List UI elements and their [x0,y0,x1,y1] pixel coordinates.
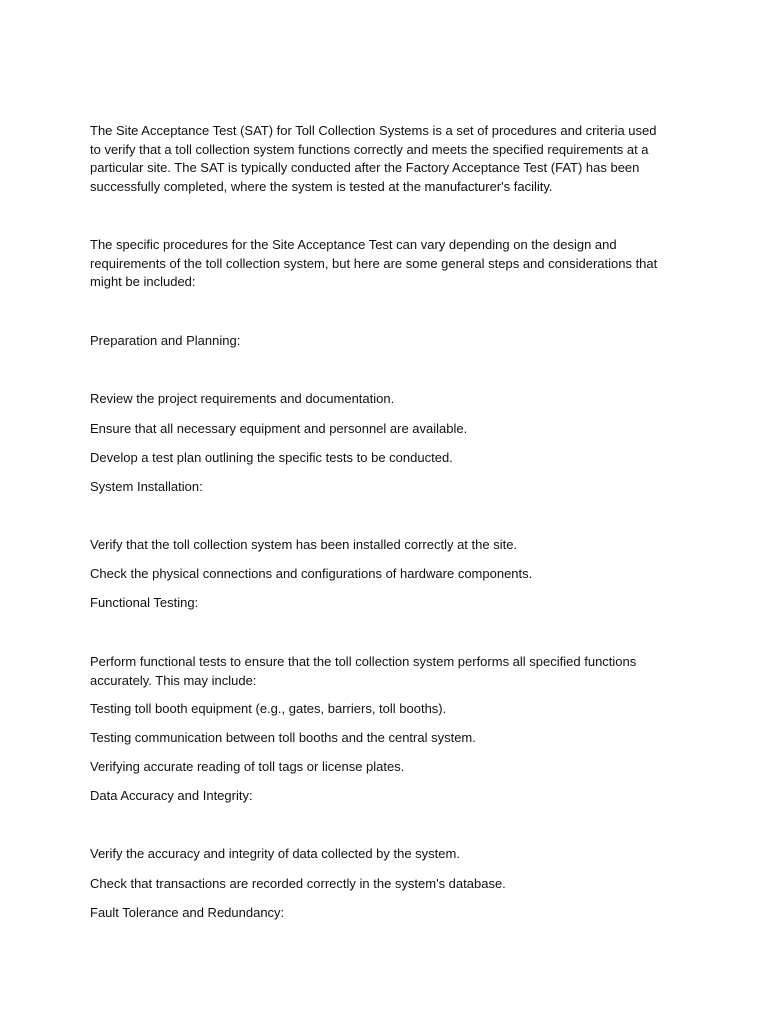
intro-paragraph: The Site Acceptance Test (SAT) for Toll Collection Systems is a set of procedures and criteria used to verify that a toll collection system functions correctly and meets the specified requirements at a particular site. The SAT is typically conducted after the Factory Acceptance Test (FAT) has been successfully completed, where the system is tested at the manufacturer's facility. [90,123,657,194]
list-item: Testing toll booth equipment (e.g., gates, barriers, toll booths). [90,701,447,716]
list-item: Verify that the toll collection system has been installed correctly at the site. [90,537,518,552]
section-heading-data-accuracy: Data Accuracy and Integrity: [90,788,253,803]
list-item: Ensure that all necessary equipment and personnel are available. [90,421,468,436]
list-item: Perform functional tests to ensure that the toll collection system performs all specified functions accurately. This may include: [90,654,637,688]
section-heading-installation: System Installation: [90,479,203,494]
list-item: Check the physical connections and configurations of hardware components. [90,566,533,581]
list-item: Testing communication between toll booths and the central system. [90,730,476,745]
list-item: Review the project requirements and documentation. [90,391,395,406]
list-item: Check that transactions are recorded correctly in the system's database. [90,876,506,891]
list-item: Develop a test plan outlining the specific tests to be conducted. [90,450,453,465]
section-heading-preparation: Preparation and Planning: [90,333,241,348]
section-heading-functional-testing: Functional Testing: [90,595,199,610]
section-heading-fault-tolerance: Fault Tolerance and Redundancy: [90,905,285,920]
list-item: Verifying accurate reading of toll tags or license plates. [90,759,405,774]
overview-paragraph: The specific procedures for the Site Acceptance Test can vary depending on the design and requirements of the toll collection system, but here are some general steps and considerations that might be included: [90,237,658,289]
list-item: Verify the accuracy and integrity of data collected by the system. [90,846,460,861]
